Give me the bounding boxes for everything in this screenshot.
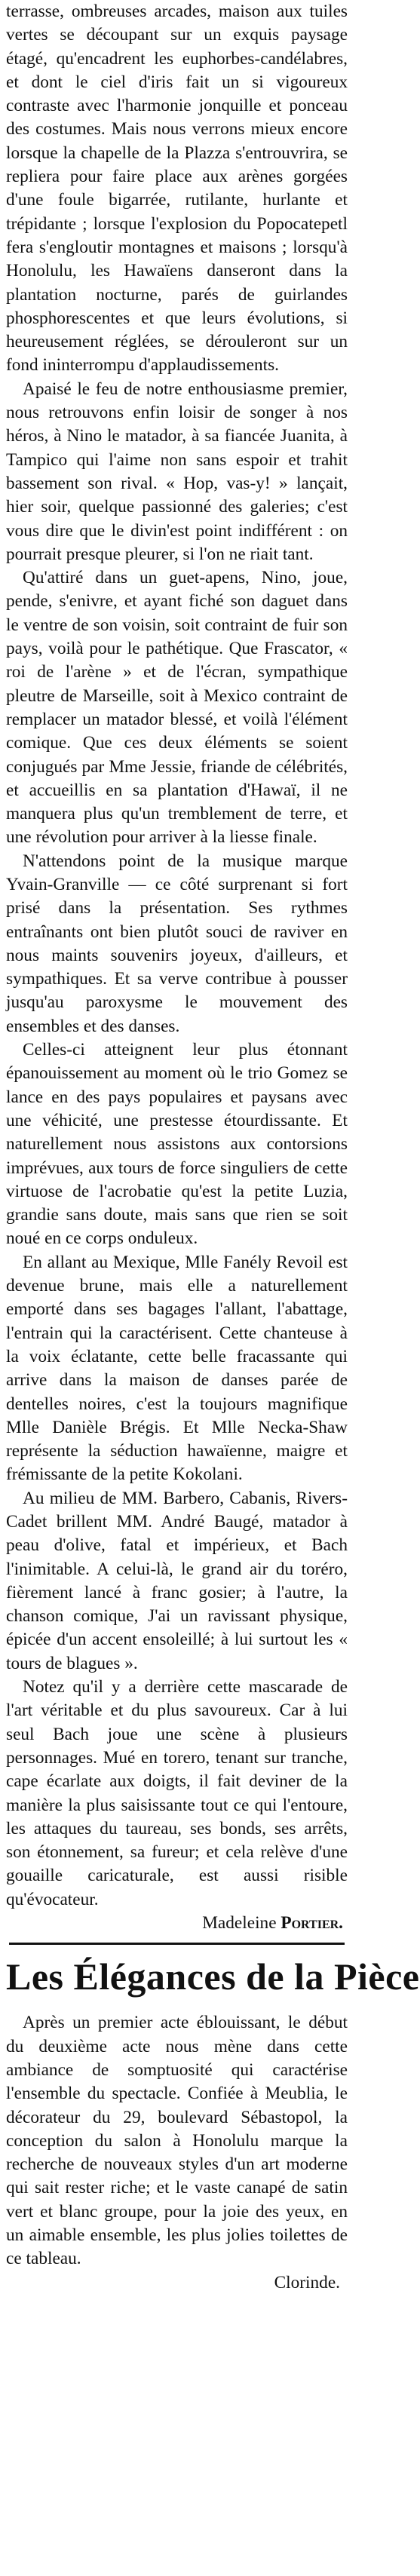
author-last-name: Portier.	[281, 1913, 343, 1934]
author-first-name: Madeleine	[202, 1913, 277, 1934]
section-divider	[9, 1943, 345, 1945]
section-title: Les Élégances de la Pièce	[6, 1955, 420, 1998]
article-review	[6, 0, 348, 1912]
newspaper-column	[6, 0, 420, 2576]
article-paragraph: Qu'attiré dans un guet-apens, Nino, joue, pende, s'enivre, et ayant fiché son daguet dans le ventre de son voisin, soit contraint de fuir son pays, voilà pour le pathétique. Que Frascator, « roi de l'arène » et de l'écran, sympathique pleutre de Marseille, soit à Mexico contraint de remplacer un matador blessé, et voilà l'élément comique. Que ces deux éléments se soient conjugués par Mme Jessie, friande de célébrités, et accueillis en sa plantation d'Hawaï, il ne manquera plus qu'un tremblement de terre, et une révolution pour arriver à la liesse finale.	[6, 568, 348, 848]
section-signature: Clorinde.	[274, 2272, 340, 2292]
section-paragraph: Après un premier acte éblouissant, le début du deuxième acte nous mène dans cette ambiance de somptuosité qui caractérise l'ensemble du spectacle. Confiée à Meublia, le décorateur du 29, boulevard Sébastopol, la conception du salon à Honolulu marque la recherche de nouveaux styles d'un art moderne qui sait rester riche; et le vaste canapé de satin vert et blanc groupe, pour la joie des yeux, en un aimable ensemble, les plus jolies toilettes de ce tableau.	[6, 2013, 348, 2269]
article-paragraph: terrasse, ombreuses arcades, maison aux tuiles vertes se découpant sur un exquis paysage étagé, qu'encadrent les euphorbes-candélabres, et dont le ciel d'iris fait un si vigoureux contraste avec l'harmonie jonquille et ponceau des costumes. Mais nous verrons mieux encore lorsque la chapelle de la Plazza s'entrouvrira, se repliera pour faire place aux arènes gorgées d'une foule bigarrée, rutilante, hurlante et trépidante ; lorsque l'explosion du Popocatepetl fera s'engloutir montagnes et maisons ; lorsqu'à Honolulu, les Hawaïens danseront dans la plantation nocturne, parés de guirlandes phosphorescentes et que leurs évolutions, si heureusement réglées, se dérouleront sur un fond ininterrompu d'applaudissements.	[6, 2, 348, 376]
author-signature	[6, 1912, 348, 1935]
article-paragraph: N'attendons point de la musique marque Yvain-Granville — ce côté surprenant si fort prisé dans la présentation. Ses rythmes entraînants ont bien plutôt souci de raviver en nous maints souvenirs joyeux, d'ailleurs, et sympathiques. Et sa verve contribue à pousser jusqu'au paroxysme le mouvement des ensembles et des danses.	[6, 851, 348, 1036]
article-paragraph: Apaisé le feu de notre enthousiasme premier, nous retrouvons enfin loisir de songer à nos héros, à Nino le matador, à sa fiancée Juanita, à Tampico qui l'aime non sans espoir et trahit bassement son rival. « Hop, vas-y! » lançait, hier soir, quelque passionné des galeries; c'est vous dire que le divin'est point indifférent : on pourrait presque pleurer, si l'on ne riait tant.	[6, 379, 348, 564]
section-body	[6, 2011, 348, 2271]
article-paragraph: Au milieu de MM. Barbero, Cabanis, Rivers-Cadet brillent MM. André Baugé, matador à peau d'olive, fatal et impérieux, et Bach l'inimitable. A celui-là, le grand air du toréro, fièrement lancé à franc gosier; à l'autre, la chanson comique, J'ai un ravissant physique, épicée d'un accent ensoleillé; à lui surtout les « tours de blagues ».	[6, 1488, 348, 1673]
article-paragraph: Celles-ci atteignent leur plus étonnant épanouissement au moment où le trio Gomez se lance en des pays populaires et paysans avec une véhicité, une prestesse étourdissante. Et naturellement nous assistons aux contorsions imprévues, aux tours de force singuliers de cette virtuose de l'acrobatie qu'est la petite Luzia, grandie sans doute, mais sans que rien se soit noué en ce corps onduleux.	[6, 1040, 348, 1249]
article-paragraph: Notez qu'il y a derrière cette mascarade de l'art véritable et du plus savoureux. Car à lui seul Bach joue une scène à plusieurs personnages. Mué en torero, tenant sur tranche, cape écarlate aux doigts, il fait deviner de la manière la plus saisissante tout ce qui l'entoure, les attaques du taureau, ses bonds, ses arrêts, son étonnement, sa fureur; et cela relève d'une gouaille caricaturale, est aussi risible qu'évocateur.	[6, 1677, 348, 1909]
article-paragraph: En allant au Mexique, Mlle Fanély Revoil est devenue brune, mais elle a naturellement emporté dans ses bagages l'allant, l'abattage, l'entrain qui la caractérisent. Cette chanteuse à la voix éclatante, cette belle fracassante qui arrive dans la maison de danses parée de dentelles noires, c'est la toujours magnifique Mlle Danièle Brégis. Et Mlle Necka-Shaw représente la séduction hawaïenne, maigre et frémissante de la petite Kokolani.	[6, 1252, 348, 1485]
